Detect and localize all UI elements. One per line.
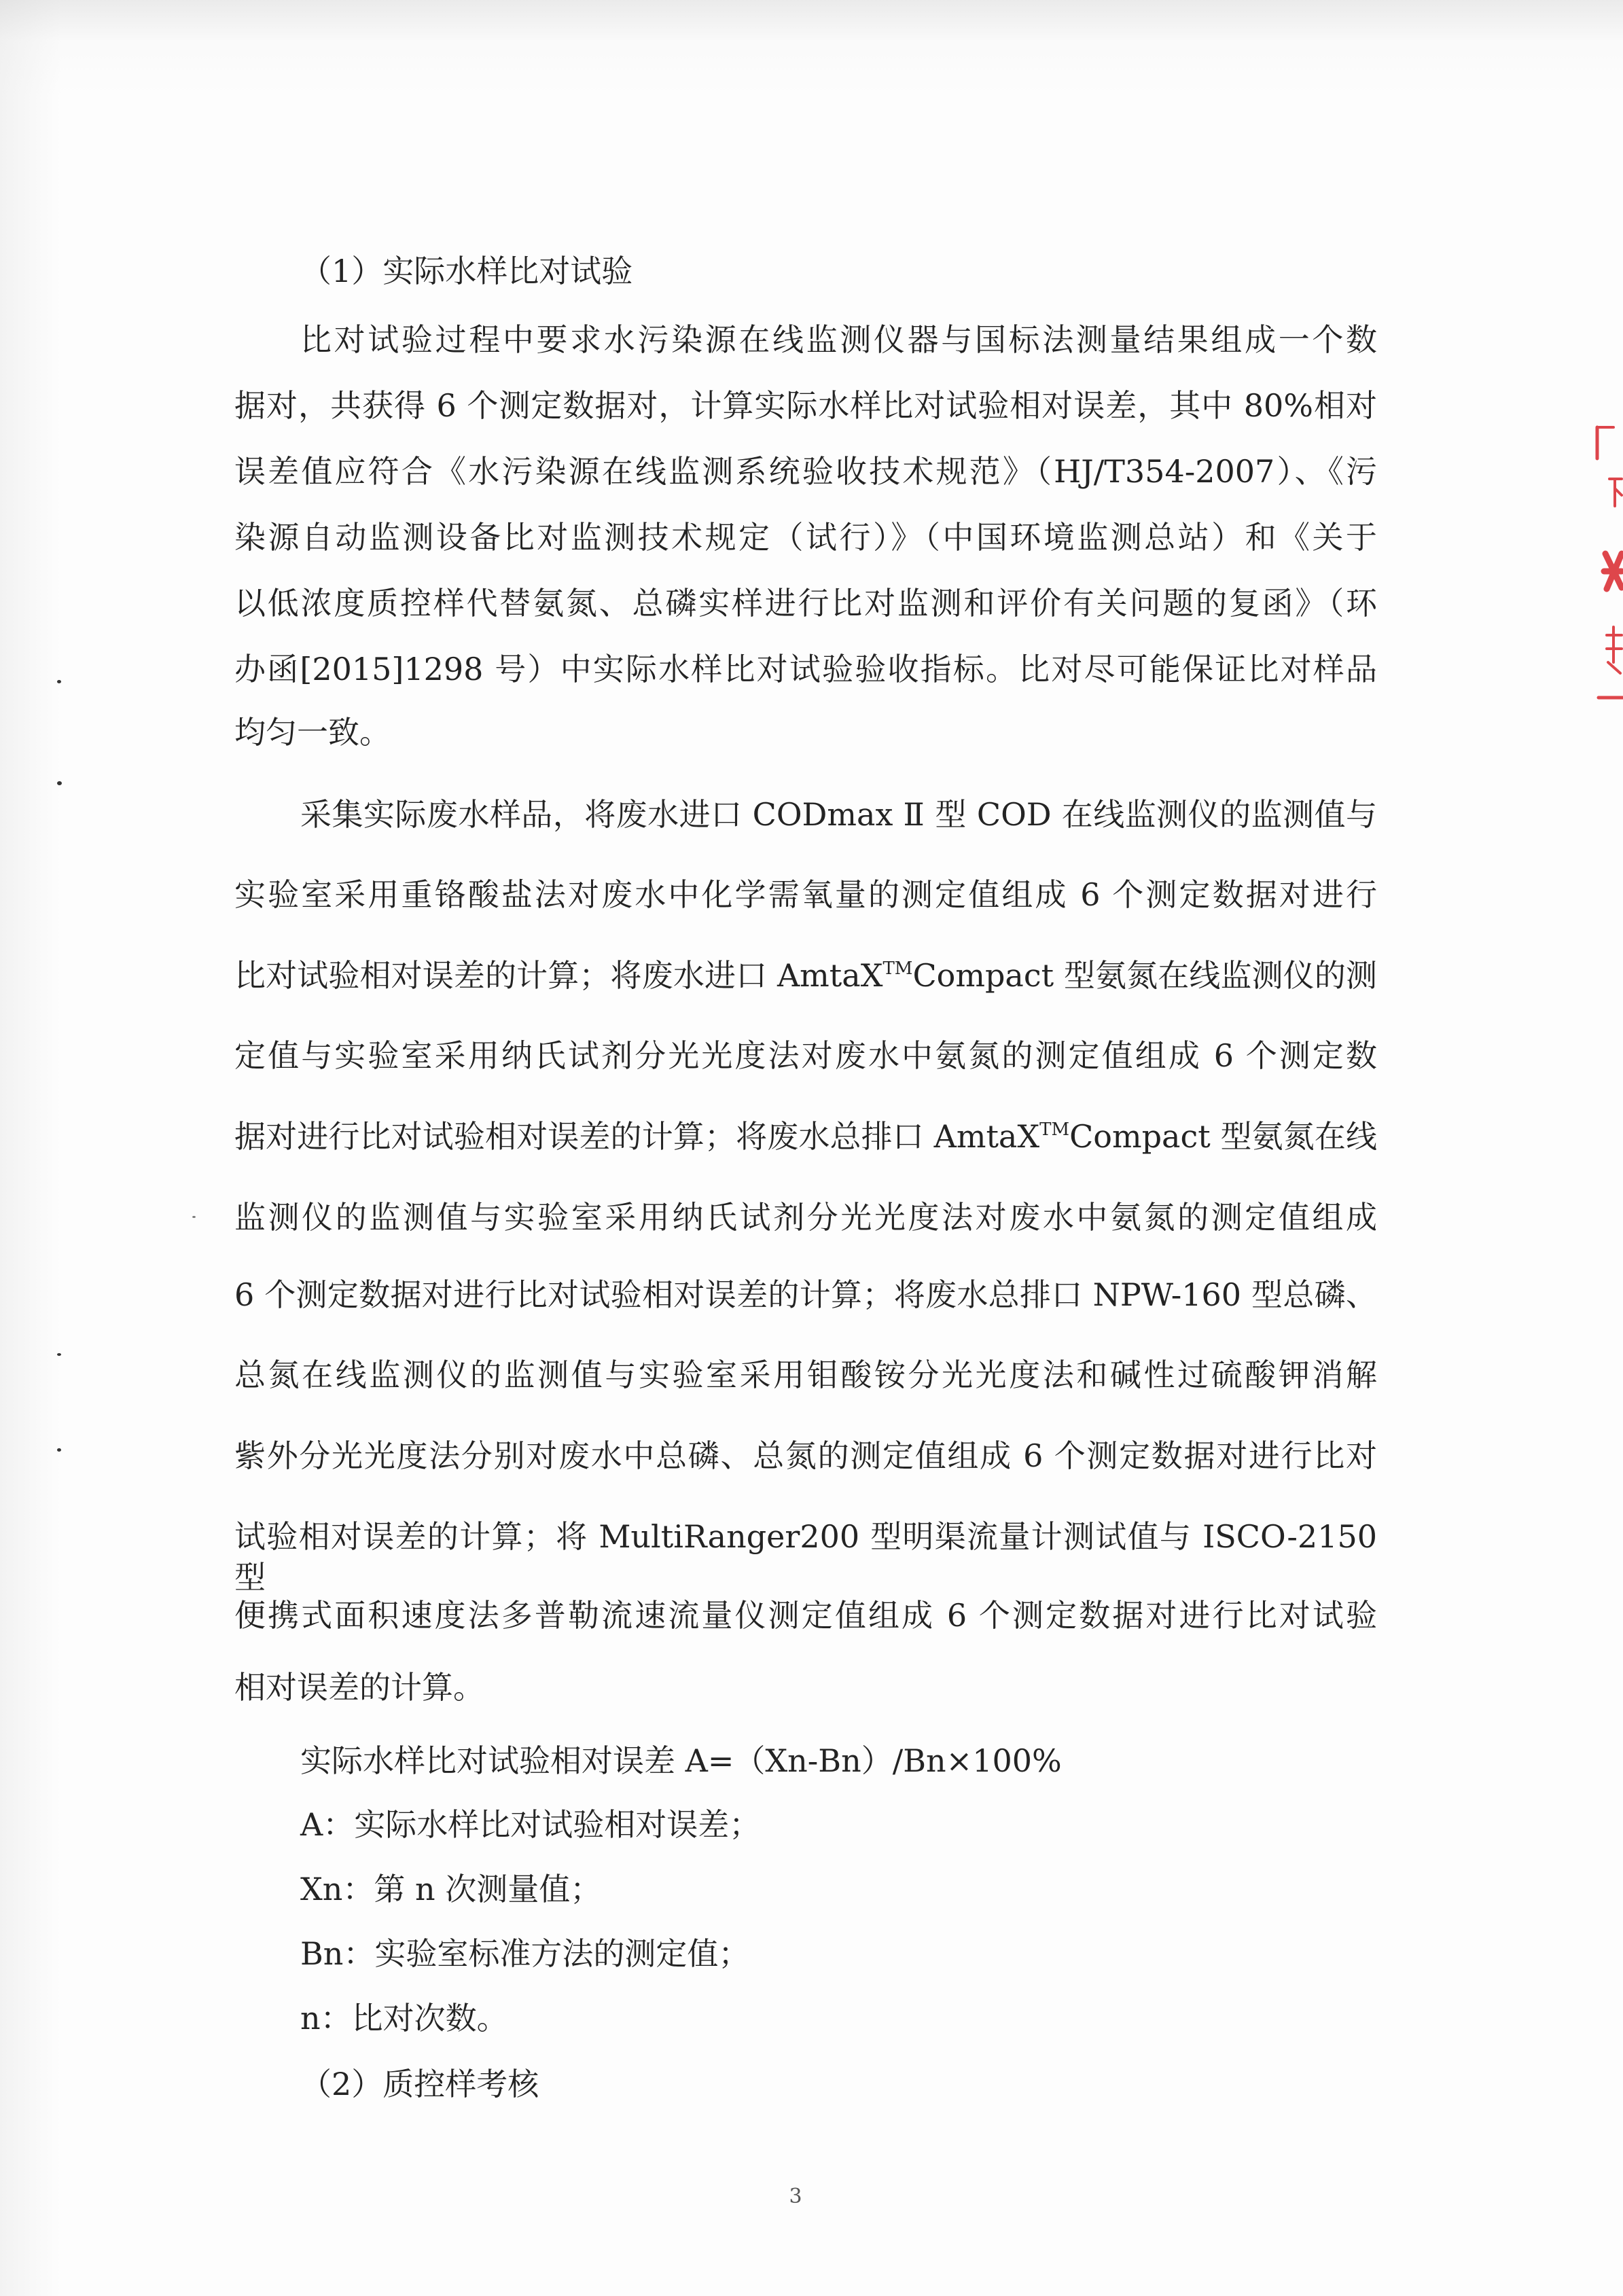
body-line: [234, 955, 1377, 996]
body-line: 据对，共获得 6 个测定数据对，计算实际水样比对试验相对误差，其中 80%相对: [234, 387, 1377, 424]
body-line: 实验室采用重铬酸盐法对废水中化学需氧量的测定值组成 6 个测定数据对进行: [234, 876, 1377, 913]
body-line-segment: 比对试验相对误差的计算；将废水进口 AmtaX: [234, 957, 883, 994]
body-line: 均匀一致。: [234, 714, 391, 751]
body-line: 紫外分光光度法分别对废水中总磷、总氮的测定值组成 6 个测定数据对进行比对: [234, 1437, 1377, 1474]
body-line: 染源自动监测设备比对监测技术规定（试行）》（中国环境监测总站）和《关于: [234, 519, 1377, 556]
body-line-segment: 据对进行比对试验相对误差的计算；将废水总排口 AmtaX: [234, 1118, 1040, 1155]
body-line: 定值与实验室采用纳氏试剂分光光度法对废水中氨氮的测定值组成 6 个测定数: [234, 1037, 1377, 1074]
scan-speck: [57, 781, 62, 785]
stamp-glyph-stroke: [1604, 554, 1622, 589]
body-line-segment: Compact 型氨氮在线监测仪的测: [912, 957, 1377, 994]
body-line: 相对误差的计算。: [234, 1669, 484, 1706]
body-line: 6 个测定数据对进行比对试验相对误差的计算；将废水总排口 NPW-160 型总磷、: [234, 1276, 1377, 1313]
body-line: 便携式面积速度法多普勒流速流量仪测定值组成 6 个测定数据对进行比对试验: [234, 1597, 1377, 1634]
page-number: 3: [789, 2185, 802, 2208]
definition-line: A：实际水样比对试验相对误差；: [300, 1806, 761, 1843]
definition-line: Bn：实验室标准方法的测定值；: [300, 1935, 750, 1972]
body-line: 以低浓度质控样代替氨氮、总磷实样进行比对监测和评价有关问题的复函》（环: [234, 585, 1377, 622]
body-line: 总氮在线监测仪的监测值与实验室采用钼酸铵分光光度法和碱性过硫酸钾消解: [234, 1357, 1377, 1393]
scan-speck: [192, 1216, 196, 1218]
body-line: 采集实际废水样品，将废水进口 CODmax Ⅱ 型 COD 在线监测仪的监测值与: [300, 796, 1377, 833]
definition-line: n：比对次数。: [300, 2000, 508, 2037]
formula-line: 实际水样比对试验相对误差 A=（Xn-Bn）/Bn×100%: [300, 1742, 1062, 1779]
scan-speck: [57, 1353, 61, 1356]
section-heading-2: （2）质控样考核: [300, 2066, 539, 2102]
definition-line: Xn：第 n 次测量值；: [300, 1871, 602, 1907]
stamp-glyph-stroke: [1607, 627, 1622, 673]
red-seal-stamp: [1586, 418, 1623, 717]
section-heading-1: （1）实际水样比对试验: [300, 253, 633, 289]
body-line: [234, 1116, 1377, 1157]
body-line: 办函[2015]1298 号）中实际水样比对试验验收指标。比对尽可能保证比对样品: [234, 651, 1377, 687]
scan-speck: [57, 680, 61, 683]
body-line: 比对试验过程中要求水污染源在线监测仪器与国标法测量结果组成一个数: [300, 321, 1377, 358]
body-line-segment: Compact 型氨氮在线: [1069, 1118, 1377, 1155]
body-line: 监测仪的监测值与实验室采用纳氏试剂分光光度法对废水中氨氮的测定值组成: [234, 1199, 1377, 1236]
trademark-superscript: TM: [1039, 1119, 1070, 1140]
body-line: 试验相对误差的计算；将 MultiRanger200 型明渠流量计测试值与 ISCO-2150 型: [234, 1518, 1377, 1596]
stamp-glyph-stroke: [1609, 479, 1622, 506]
body-line: 误差值应符合《水污染源在线监测系统验收技术规范》（HJ/T354-2007）、《污: [234, 453, 1377, 490]
scan-speck: [57, 1448, 61, 1452]
trademark-superscript: TM: [882, 958, 913, 979]
